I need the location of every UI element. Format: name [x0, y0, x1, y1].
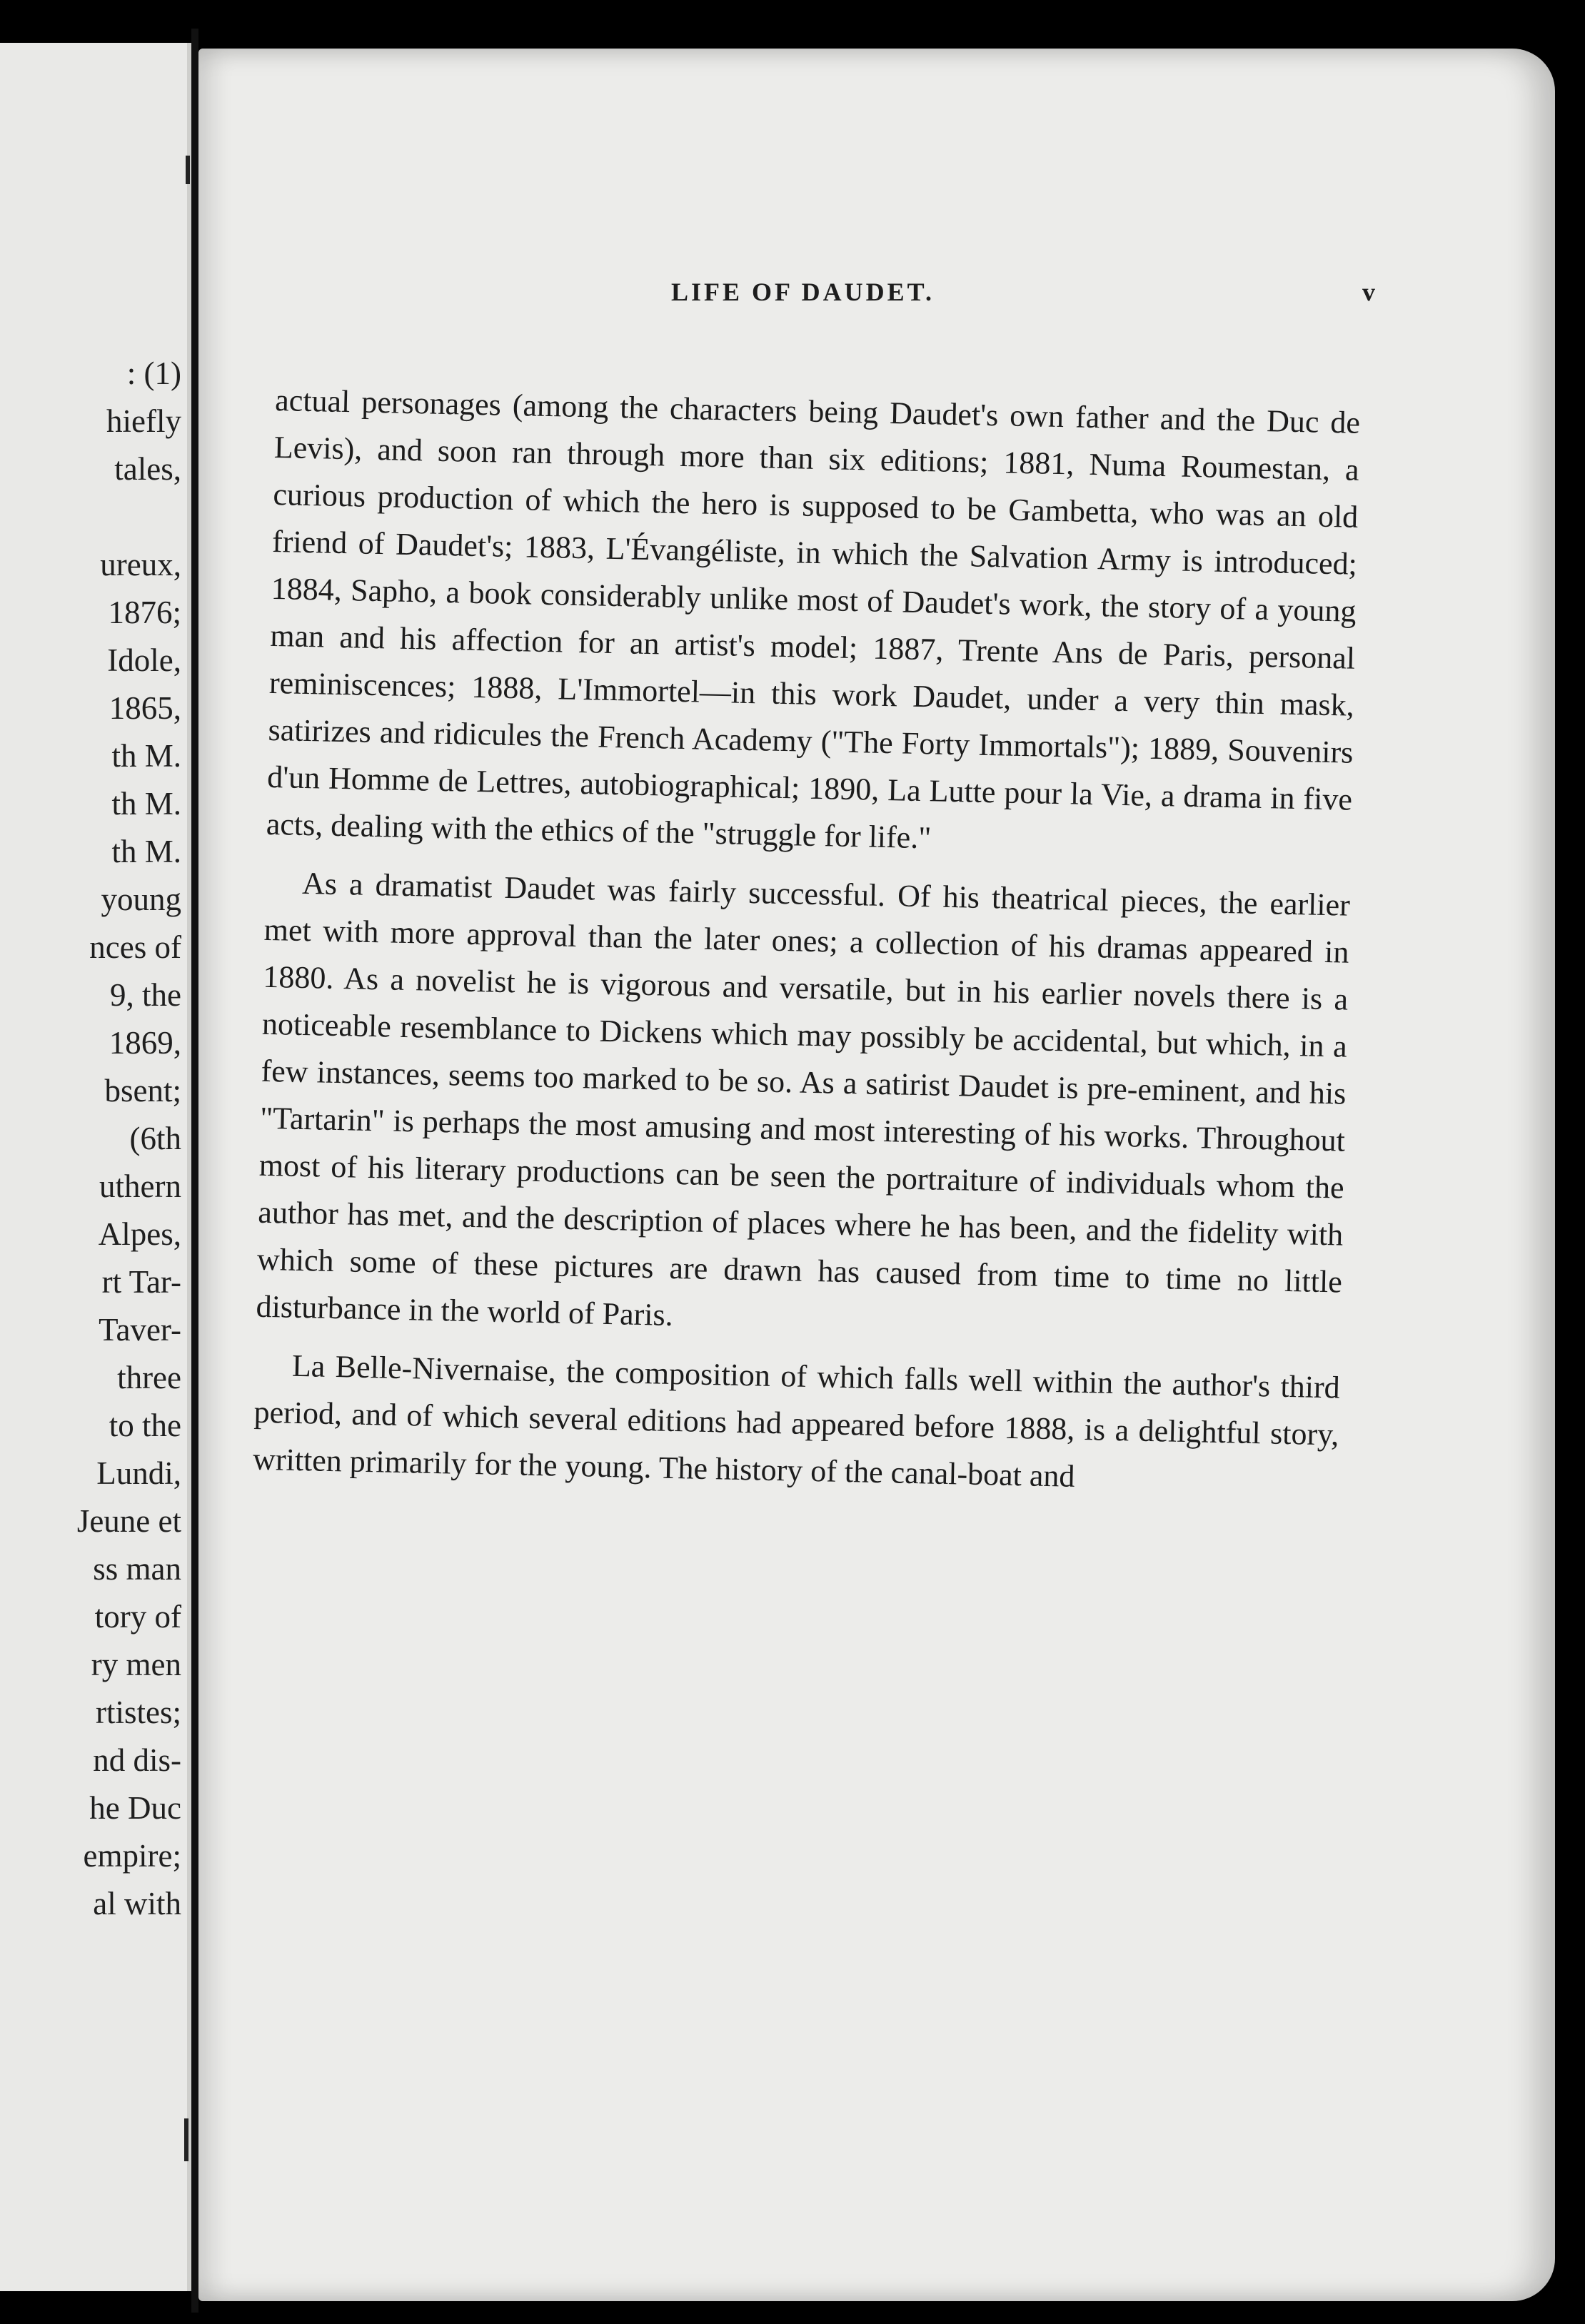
left-page-line: : (1) — [126, 355, 181, 391]
page-edge-mark-bottom — [184, 2118, 188, 2161]
left-page-line: th M. — [111, 738, 181, 774]
left-page-line: hiefly — [106, 403, 181, 439]
left-page-line: to the — [109, 1408, 181, 1443]
left-page — [0, 43, 191, 2291]
left-page-line: uthern — [99, 1168, 181, 1204]
left-page-line: Idole, — [107, 642, 181, 678]
left-page-line: rt Tar- — [101, 1264, 181, 1300]
left-page-line: al with — [93, 1886, 181, 1921]
left-page-line: 9, the — [110, 977, 181, 1013]
paragraph-1: actual personages (among the characters being Daudet's own father and the Duc de Levis), and soon ran through more than six editions; 1881, Numa Roumestan, a curious production of which the hero is supposed to be Gambetta, who was an old friend of Daudet's; 1883, L'Évangéliste, in which the Salvation Army is introduced; 1884, Sapho, a book considerably unlike most of Daudet's work, the story of a young man and his affection for an artist's model; 1887, Trente Ans de Paris, personal reminiscences; 1888, L'Immortel—in this work Daudet, under a very thin mask, satirizes and ridicules the French Academy ("The Forty Immortals"); 1889, Souvenirs d'un Homme de Lettres, autobiographical; 1890, La Lutte pour la Vie, a drama in five acts, dealing with the ethics of the "struggle for life." — [266, 382, 1361, 856]
left-page-line: 1865, — [109, 690, 181, 726]
left-page-line: ureux, — [100, 547, 181, 582]
left-page-line: tory of — [94, 1599, 181, 1635]
left-page-line: ry men — [91, 1647, 181, 1682]
left-page-line: ss man — [93, 1551, 181, 1587]
left-page-line — [3, 493, 181, 541]
left-page-line: three — [117, 1360, 181, 1395]
left-page-line: Alpes, — [98, 1216, 181, 1252]
left-page-line: th M. — [111, 786, 181, 822]
left-page-line: tales, — [114, 451, 181, 487]
left-page-line: th M. — [111, 834, 181, 869]
left-page-line: 1869, — [109, 1025, 181, 1061]
page-number: v — [1362, 278, 1375, 306]
running-head — [198, 277, 1555, 320]
left-page-line: Lundi, — [96, 1455, 181, 1491]
book-gutter — [191, 29, 198, 2313]
paragraph-3: La Belle-Nivernaise, the composition of which falls well within the author's third period, and of which several editions had appeared before 1888, is a delightful story, written primarily for the young. The history of the canal-boat and — [252, 1348, 1341, 1494]
page-edge-mark-top — [186, 156, 190, 184]
left-page-line: Taver- — [99, 1312, 181, 1348]
left-page-line: 1876; — [108, 595, 181, 630]
left-page-line: he Duc — [89, 1790, 181, 1826]
left-page-line: empire; — [83, 1838, 181, 1874]
left-page-line: (6th — [129, 1121, 181, 1156]
left-page-text-fragments — [3, 350, 181, 1928]
body-text — [252, 377, 1360, 1517]
right-page — [198, 49, 1555, 2301]
left-page-line: nces of — [89, 929, 181, 965]
paragraph-2: As a dramatist Daudet was fairly successful. Of his theatrical pieces, the earlier met with more approval than the later ones; a collection of his dramas appeared in 1880. As a novelist he is vigorous and versatile, but in his earlier novels there is a noticeable resemblance to Dickens which may possibly be accidental, but which, in a few instances, seems too marked to be so. As a satirist Daudet is pre-eminent, and his "Tartarin" is perhaps the most amusing and most interesting of his works. Throughout most of his literary productions can be seen the portraiture of individuals whom the author has met, and the description of places where he has been, and the fidelity with which some of these pictures are drawn has caused from time to time no little disturbance in the world of Paris. — [256, 865, 1351, 1333]
running-title: LIFE OF DAUDET. — [671, 278, 935, 306]
left-page-line: Jeune et — [76, 1503, 181, 1539]
left-page-line: bsent; — [104, 1073, 181, 1108]
left-page-line: young — [101, 881, 181, 917]
left-page-line: rtistes; — [96, 1694, 181, 1730]
left-page-line: nd dis- — [93, 1742, 181, 1778]
